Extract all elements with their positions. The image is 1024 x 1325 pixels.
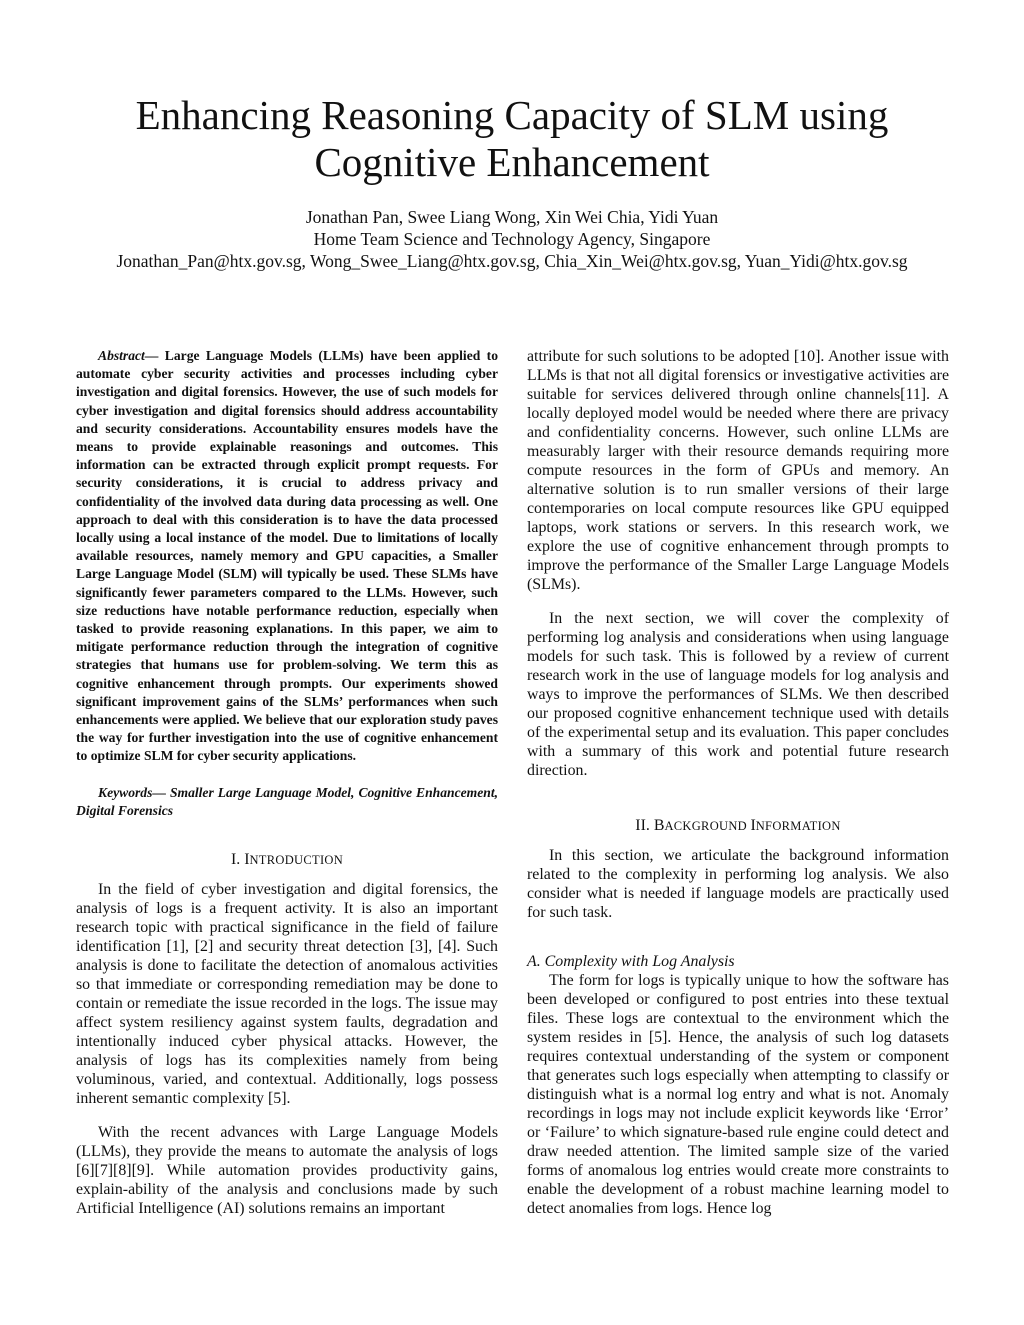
author-names: Jonathan Pan, Swee Liang Wong, Xin Wei Chia, Yidi Yuan xyxy=(305,207,719,227)
author-affiliation: Home Team Science and Technology Agency, Singapore xyxy=(313,229,711,249)
intro-paragraph-3: attribute for such solutions to be adopted [10]. Another issue with LLMs is that not all digital forensics or investigative activities are suitable for services delivered through online channels[11]. A locally deployed model would be needed where there are privacy and confidentiality concerns. However, such online LLMs are measurably larger with their resource demands requiring more compute resources in the form of GPUs and memory. An alternative solution is to run smaller versions of their large contemporaries on local compute resources like GPU equipped laptops, work stations or servers. In this research work, we explore the use of cognitive enhancement through prompts to improve the performance of the Smaller Large Language Models (SLMs). xyxy=(527,348,949,593)
intro-paragraph-1: In the field of cyber investigation and digital forensics, the analysis of logs is a frequent activity. It is also an important research topic with practical significance in the field of failure identification [1], [2] and security threat detection [3], [4]. Such analysis is done to facilitate the detection of anomalous activities so that immediate or corresponding remediation may be done to contain or remediate the issue recorded in the logs. The issue may affect system resiliency against system faults, degradation and intentionally induced cyber physical attacks. However, the analysis of logs has its complexities namely from being voluminous, varied, and contextual. Additionally, logs possess inherent semantic complexity [5]. xyxy=(76,881,498,1108)
section-heading-introduction: I. INTRODUCTION xyxy=(230,851,344,869)
abstract-lead: Abstract— xyxy=(98,348,159,363)
author-block xyxy=(40,206,984,272)
background-paragraph-1: In this section, we articulate the background information related to the complexity in performing log analysis. We also consider what is needed if language models are practically used for such task. xyxy=(527,847,949,921)
paper-title: Enhancing Reasoning Capacity of SLM using Cognitive Enhancement xyxy=(135,92,889,185)
left-column xyxy=(76,347,498,1218)
right-column xyxy=(527,347,949,1218)
author-emails: Jonathan_Pan@htx.gov.sg, Wong_Swee_Liang@htx.gov.sg, Chia_Xin_Wei@htx.gov.sg, Yuan_Yidi@htx.gov.sg xyxy=(116,251,908,271)
section-heading-background: II. BACKGROUND INFORMATION xyxy=(635,817,841,834)
complexity-paragraph-1: The form for logs is typically unique to how the software has been developed or configured to post entries into these textual files. These logs are contextual to the environment which the system resides in [5]. Hence, the analysis of such log datasets requires contextual understanding of the system or component that generates such logs especially when attempting to classify or distinguish what is a normal log entry and what is not. Anomaly recordings in logs may not include explicit keywords like ‘Error’ or ‘Failure’ to which signature-based rule engine could detect and draw needed attention. The limited sample size of the varied forms of anomalous log entries would create more constraints to enable the development of a robust machine learning model to detect anomalies from logs. Hence log xyxy=(527,972,949,1217)
intro-paragraph-4: In the next section, we will cover the complexity of performing log analysis and considerations when using language models for such task. This is followed by a review of current research work in the use of language models for log analysis and ways to improve the performances of SLMs. We then described our proposed cognitive enhancement technique used with details of the experimental setup and its evaluation. This paper concludes with a summary of this work and potential future research direction. xyxy=(527,610,949,779)
abstract xyxy=(76,347,498,766)
subsection-heading-complexity: A. Complexity with Log Analysis xyxy=(527,953,735,970)
abstract-text: Large Language Models (LLMs) have been applied to automate cyber security activities and processes including cyber investigation and digital forensics. However, the use of such models for cyber investigation and digital forensics should address accountability and security considerations. Accountability ensures models have the means to provide explainable reasonings and outcomes. This information can be extracted through explicit prompt requests. For security considerations, it is crucial to address privacy and confidentiality of the involved data during data processing as well. One approach to deal with this consideration is to have the data processed locally using a local instance of the model. Due to limitations of locally available resources, namely memory and GPU capacities, a Smaller Large Language Model (SLM) will typically be used. These SLMs have significantly fewer parameters compared to the LLMs. However, such size reductions have notable performance reduction, especially when tasked to provide reasoning explanations. In this paper, we aim to mitigate performance reduction through the integration of cognitive strategies that humans use for problem-solving. We term this as cognitive enhancement through prompts. Our experiments showed significant improvement gains of the SLMs’ performances when such enhancements were applied. We believe that our exploration study paves the way for further investigation into the use of cognitive enhancement to optimize SLM for cyber security applications. xyxy=(76,348,498,764)
intro-paragraph-2: With the recent advances with Large Language Models (LLMs), they provide the means to automate the analysis of logs [6][7][8][9]. While automation provides productivity gains, explain-ability of the analysis and conclusions made by such Artificial Intelligence (AI) solutions remains an important xyxy=(76,1124,498,1218)
keywords: Keywords— Smaller Large Language Model, Cognitive Enhancement, Digital Forensics xyxy=(76,784,498,818)
